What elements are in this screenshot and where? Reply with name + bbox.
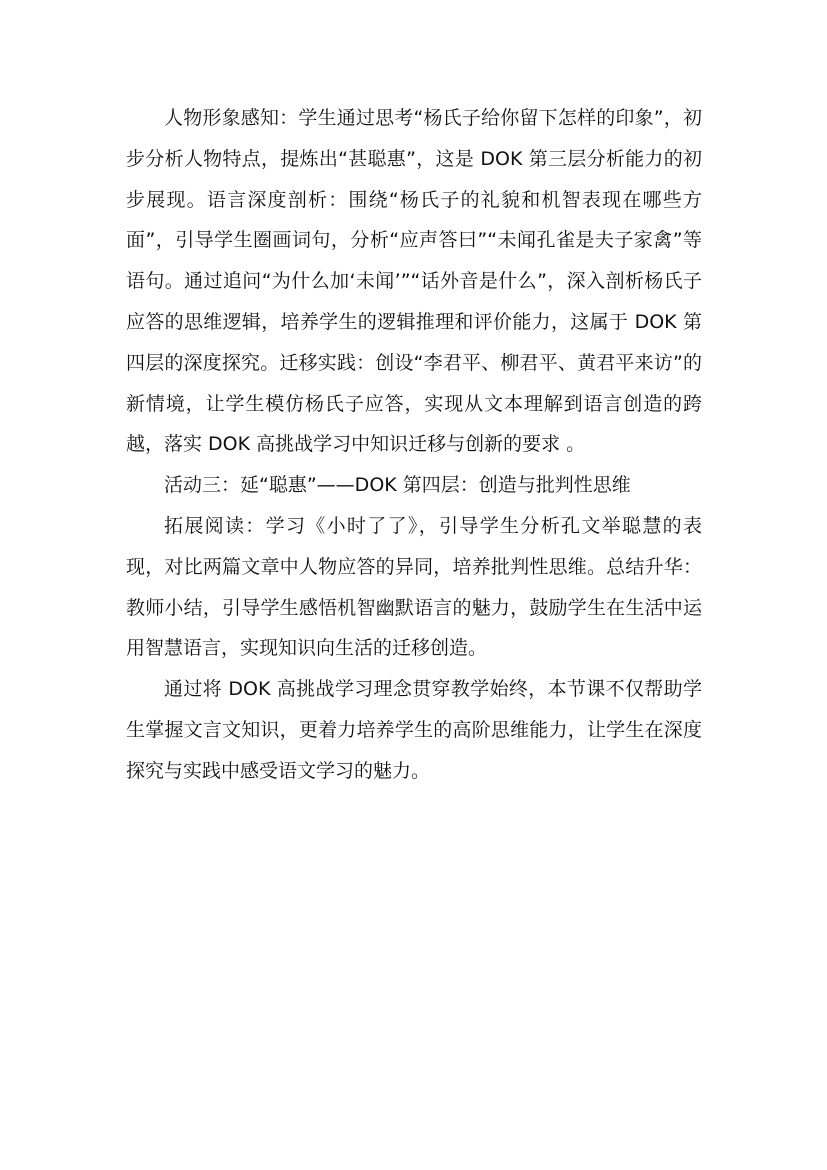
paragraph-activity-three-heading: 活动三：延“聪惠”——DOK 第四层：创造与批判性思维	[164, 474, 631, 497]
paragraph-extended-reading: 拓展阅读：学习《小时了了》，引导学生分析孔文举聪慧的表现，对比两篇文章中人物应答的异同，培养批判性思维。总结升华：教师小结，引导学生感悟机智幽默语言的魅力，鼓励学生在生活中运用智慧语言，实现知识向生活的迁移创造。	[126, 514, 702, 660]
paragraph-conclusion: 通过将 DOK 高挑战学习理念贯穿教学始终，本节课不仅帮助学生掌握文言文知识，更着力培养学生的高阶思维能力，让学生在深度探究与实践中感受语文学习的魅力。	[126, 678, 702, 782]
paragraph-character-analysis: 人物形象感知：学生通过思考“杨氏子给你留下怎样的印象”，初步分析人物特点，提炼出“甚聪惠”，这是 DOK 第三层分析能力的初步展现。语言深度剖析：围绕“杨氏子的礼貌和机智表现在哪些方面”，引导学生圈画词句，分析“应声答曰”“未闻孔雀是夫子家禽”等语句。通过追问“为什么加‘未闻’”“话外音是什么”，深入剖析杨氏子应答的思维逻辑，培养学生的逻辑推理和评价能力，这属于 DOK 第四层的深度探究。迁移实践：创设“李君平、柳君平、黄君平来访”的新情境，让学生模仿杨氏子应答，实现从文本理解到语言创造的跨越，落实 DOK 高挑战学习中知识迁移与创新的要求 。	[126, 107, 702, 456]
document-body	[126, 98, 702, 792]
